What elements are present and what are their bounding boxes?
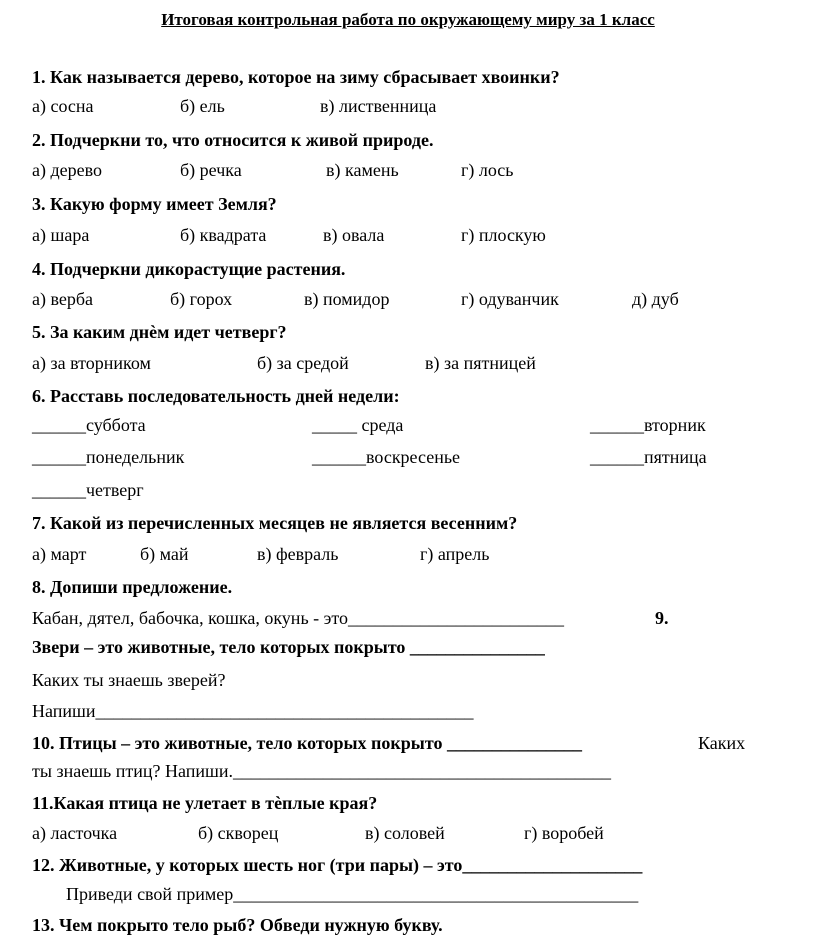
question-10: 10. Птицы – это животные, тело которых покрыто _______________ <box>32 733 582 753</box>
answer-option: в) камень <box>326 160 399 180</box>
day-blank: ______воскресенье <box>312 447 461 467</box>
day-blank: ______четверг <box>32 480 144 500</box>
day-blank: ______суббота <box>32 415 146 435</box>
answer-option: в) февраль <box>257 544 339 564</box>
day-blank: ______пятница <box>590 447 707 467</box>
day-blank: ______вторник <box>590 415 706 435</box>
question-4: 4. Подчеркни дикорастущие растения. <box>32 259 346 279</box>
answer-option: б) за средой <box>257 353 349 373</box>
question-8: 8. Допиши предложение. <box>32 577 233 597</box>
answer-option: г) лось <box>461 160 514 180</box>
answer-option: в) овала <box>323 225 385 245</box>
fill-in-sentence: Кабан, дятел, бабочка, кошка, окунь - это________________________ <box>32 608 565 628</box>
answer-option: г) одуванчик <box>461 289 559 309</box>
question-9-number: 9. <box>655 608 669 628</box>
answer-option: г) апрель <box>420 544 490 564</box>
answer-option: в) за пятницей <box>425 353 536 373</box>
page-title: Итоговая контрольная работа по окружающему миру за 1 класс <box>161 10 655 29</box>
answer-option: а) за вторником <box>32 353 151 373</box>
answer-option: г) плоскую <box>461 225 546 245</box>
answer-option: б) ель <box>180 96 225 116</box>
answer-option: а) шара <box>32 225 90 245</box>
answer-option: б) квадрата <box>180 225 267 245</box>
answer-option: а) верба <box>32 289 94 309</box>
answer-option: г) воробей <box>524 823 604 843</box>
answer-option: в) соловей <box>365 823 445 843</box>
question-13: 13. Чем покрыто тело рыб? Обведи нужную букву. <box>32 915 443 935</box>
answer-option: б) скворец <box>198 823 279 843</box>
day-blank: _____ среда <box>312 415 404 435</box>
question-9-ask: Каких ты знаешь зверей? <box>32 670 226 690</box>
answer-option: а) дерево <box>32 160 102 180</box>
question-11: 11.Какая птица не улетает в тѐплые края? <box>32 793 378 813</box>
answer-option: б) речка <box>180 160 242 180</box>
answer-option: а) сосна <box>32 96 94 116</box>
answer-line: Напиши__________________________________________ <box>32 701 474 721</box>
day-blank: ______понедельник <box>32 447 185 467</box>
question-12: 12. Животные, у которых шесть ног (три пары) – это____________________ <box>32 855 643 875</box>
answer-line: Приведи свой пример_____________________________________________ <box>66 884 639 904</box>
question-9: Звери – это животные, тело которых покрыто _______________ <box>32 637 545 657</box>
answer-line: ты знаешь птиц? Напиши.__________________________________________ <box>32 761 612 781</box>
question-2: 2. Подчеркни то, что относится к живой природе. <box>32 130 434 150</box>
question-3: 3. Какую форму имеет Земля? <box>32 194 277 214</box>
question-6: 6. Расставь последовательность дней недели: <box>32 386 400 406</box>
question-10-cont: Каких <box>698 733 746 753</box>
question-7: 7. Какой из перечисленных месяцев не является весенним? <box>32 513 518 533</box>
answer-option: а) март <box>32 544 87 564</box>
answer-option: а) ласточка <box>32 823 118 843</box>
answer-option: д) дуб <box>632 289 679 309</box>
answer-option: б) май <box>140 544 189 564</box>
answer-option: в) помидор <box>304 289 390 309</box>
answer-option: в) лиственница <box>320 96 437 116</box>
answer-option: б) горох <box>170 289 233 309</box>
question-5: 5. За каким днѐм идет четверг? <box>32 322 287 342</box>
question-1: 1. Как называется дерево, которое на зиму сбрасывает хвоинки? <box>32 67 560 87</box>
